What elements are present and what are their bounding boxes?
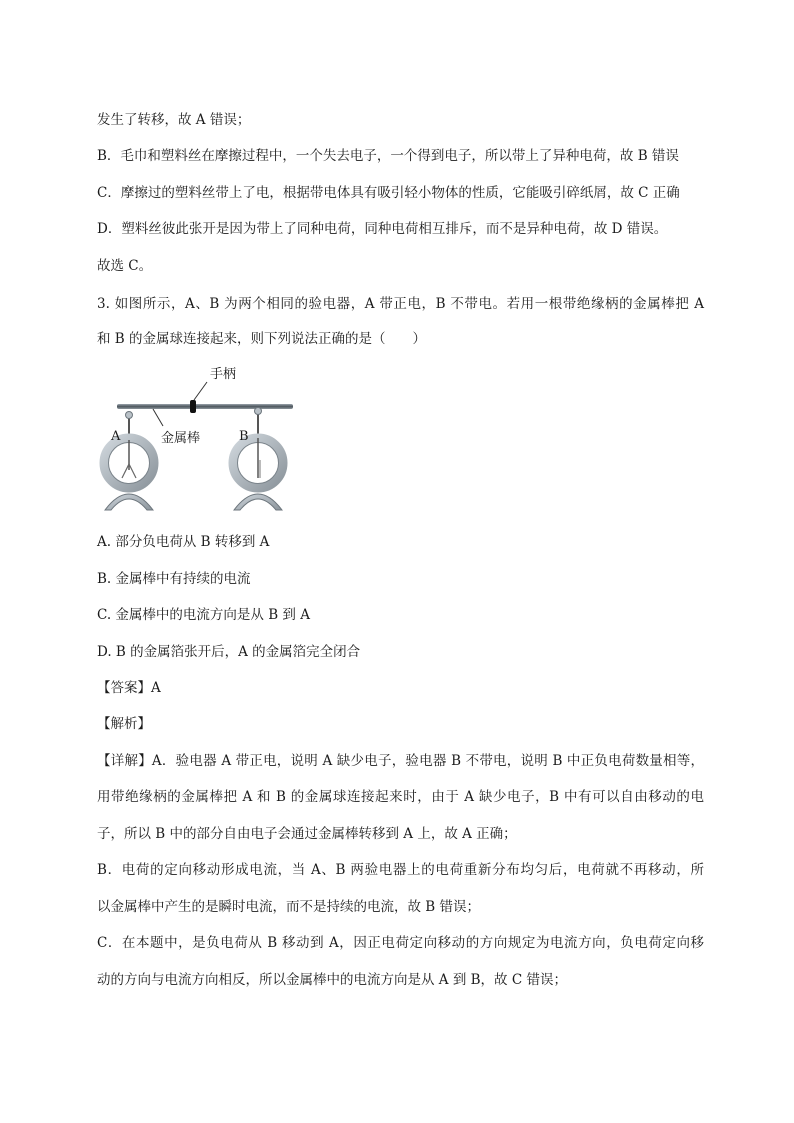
detail-line: 【详解】A．验电器 A 带正电，说明 A 缺少电子，验电器 B 不带电，说明 B 中正负电荷数量相等， bbox=[97, 753, 704, 769]
electroscope-a-label: A bbox=[111, 429, 121, 444]
option-d-explanation: D．塑料丝彼此张开是因为带上了同种电荷，同种电荷相互排斥，而不是异种电荷，故 D 错误。 bbox=[97, 221, 668, 237]
detail-line: 动的方向与电流方向相反，所以金属棒中的电流方向是从 A 到 B，故 C 错误； bbox=[97, 972, 567, 988]
choice-statement: 故选 C。 bbox=[97, 258, 153, 274]
question-3-stem: 3. 如图所示，A、B 为两个相同的验电器，A 带正电，B 不带电。若用一根带绝缘柄的金属棒把 A bbox=[97, 296, 704, 312]
electroscope-a bbox=[104, 412, 154, 511]
question-3-stem-cont: 和 B 的金属球连接起来，则下列说法正确的是（ ） bbox=[97, 331, 427, 347]
handle-label: 手柄 bbox=[210, 367, 237, 382]
metal-rod bbox=[117, 404, 293, 409]
handle-leader-line bbox=[194, 382, 207, 400]
option-c-explanation: C．摩擦过的塑料丝带上了电，根据带电体具有吸引轻小物体的性质，它能吸引碎纸屑，故 C 正确 bbox=[97, 185, 680, 201]
electroscope-b-label: B bbox=[239, 429, 249, 444]
electroscope-figure bbox=[97, 360, 297, 515]
rod-handle bbox=[190, 400, 196, 413]
electroscope-b bbox=[233, 408, 283, 511]
option-b: B. 金属棒中有持续的电流 bbox=[97, 571, 251, 587]
option-d: D. B 的金属箔张开后，A 的金属箔完全闭合 bbox=[97, 644, 361, 660]
option-a: A. 部分负电荷从 B 转移到 A bbox=[97, 534, 270, 550]
detail-line: 用带绝缘柄的金属棒把 A 和 B 的金属球连接起来时，由于 A 缺少电子，B 中有可以自由移动的电 bbox=[97, 789, 704, 805]
detail-line: 子，所以 B 中的部分自由电子会通过金属棒转移到 A 上，故 A 正确； bbox=[97, 826, 517, 842]
detail-line: 以金属棒中产生的是瞬时电流，而不是持续的电流，故 B 错误； bbox=[97, 899, 481, 915]
analysis-heading: 【解析】 bbox=[97, 716, 151, 732]
rod-label: 金属棒 bbox=[161, 431, 201, 446]
option-c: C. 金属棒中的电流方向是从 B 到 A bbox=[97, 607, 310, 623]
text-line: 发生了转移，故 A 错误； bbox=[97, 112, 251, 128]
option-b-explanation: B．毛巾和塑料丝在摩擦过程中，一个失去电子，一个得到电子，所以带上了异种电荷，故 B 错误 bbox=[97, 148, 679, 164]
rod-leader-line bbox=[153, 409, 163, 426]
answer-heading: 【答案】A bbox=[97, 680, 161, 696]
detail-line: C．在本题中，是负电荷从 B 移动到 A，因正电荷定向移动的方向规定为电流方向，负电荷定向移 bbox=[97, 935, 704, 951]
detail-line: B．电荷的定向移动形成电流，当 A、B 两验电器上的电荷重新分布均匀后，电荷就不再移动，所 bbox=[97, 862, 704, 878]
